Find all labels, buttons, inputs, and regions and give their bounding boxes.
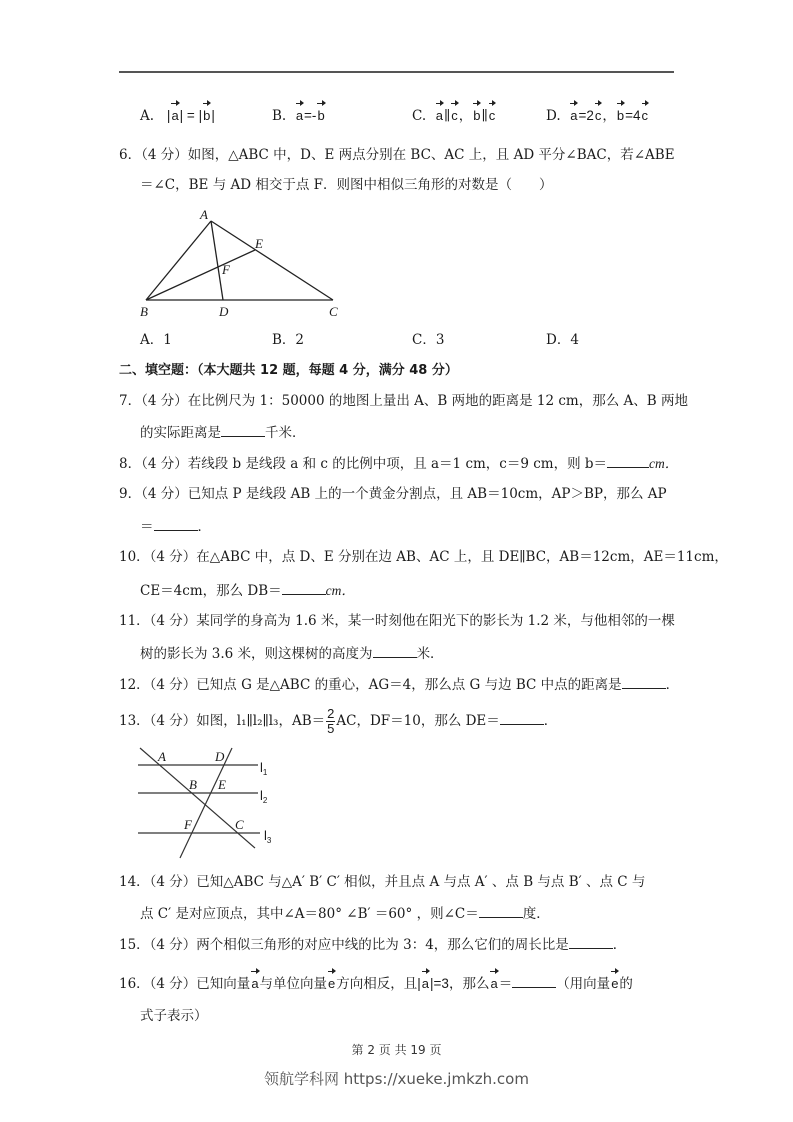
q7-unit: 千米． [265, 425, 306, 441]
vector-a: a [489, 974, 498, 994]
q14-line2 [140, 903, 550, 924]
abs-bar: | [211, 108, 215, 123]
q16-text: =3，那么 [433, 976, 490, 991]
option-label: B. [272, 108, 287, 124]
vector-b: b [316, 106, 325, 126]
section-title: 二、填空题：（本大题共 12 题，每题 4 分，满分 48 分） [119, 363, 458, 378]
answer-blank[interactable] [607, 453, 649, 468]
q8-unit: cm． [649, 456, 679, 471]
q14-line1: 14．（4 分）已知△ABC 与△A′ B′ C′ 相似，并且点 A 与点 A′ 、点 B 与点 B′ 、点 C 与 [119, 874, 646, 890]
label-a: A [158, 749, 166, 764]
q16-line1 [119, 973, 633, 994]
vector-a: a [569, 106, 578, 126]
answer-blank[interactable] [479, 903, 523, 918]
coefficient: =2 [578, 108, 594, 123]
page-number: 第 2 页 共 19 页 [351, 1043, 442, 1057]
equals-sign: ＝ [498, 976, 513, 992]
fraction-denominator: 5 [327, 721, 335, 736]
label-b: B [189, 777, 197, 792]
answer-blank[interactable] [512, 973, 556, 988]
q10-text: CE＝4cm，那么 DB＝ [140, 583, 282, 599]
q13-text-mid: AC，DF＝10，那么 DE＝ [336, 713, 500, 729]
q9-eq: ＝ [140, 519, 154, 535]
label-l1: $l_1$ [260, 760, 268, 777]
answer-blank[interactable] [221, 422, 265, 437]
q14-unit: 度． [522, 906, 550, 922]
vector-a: a [170, 106, 179, 126]
q16-text: 方向相反，且 [336, 976, 418, 992]
answer-blank[interactable] [282, 580, 326, 595]
header-rule [119, 71, 674, 73]
vector-e: e [610, 974, 619, 994]
answer-blank[interactable] [622, 674, 666, 689]
vector-b: b [472, 106, 481, 126]
q7-line1: 7．（4 分）在比例尺为 1：50000 的地图上量出 A、B 两地的距离是 12 cm，那么 A、B 两地 [119, 393, 688, 409]
abs-bar: | [430, 976, 434, 991]
q11-line1: 11．（4 分）某同学的身高为 1.6 米，某一时刻他在阳光下的影长为 1.2 米，与他相邻的一棵 [119, 613, 675, 629]
q7-text: 的实际距离是 [140, 425, 221, 441]
label-c: C [235, 817, 244, 832]
vector-e: e [327, 974, 336, 994]
answer-blank[interactable] [500, 710, 544, 725]
answer-blank[interactable] [569, 934, 613, 949]
q8-line [119, 453, 678, 474]
label-l2: $l_2$ [260, 788, 268, 805]
q6-line1: 6．（4 分）如图，△ABC 中，D、E 两点分别在 BC、AC 上，且 AD 平分∠BAC，若∠ABE [119, 147, 675, 163]
q16-text: （用向量 [556, 976, 611, 992]
segment-be [146, 250, 255, 300]
option-label: A. [140, 108, 155, 124]
q10-line2 [140, 580, 355, 601]
q7-line2 [140, 422, 306, 443]
q16-line2: 式子表示） [140, 1008, 208, 1024]
label-e: E [255, 236, 263, 251]
segment-ad [211, 221, 223, 300]
q13-end: ． [543, 713, 558, 729]
coefficient: =4 [625, 108, 641, 123]
q15-end: ． [612, 937, 627, 953]
q11-unit: 米． [416, 646, 444, 662]
vector-c: c [641, 106, 650, 126]
label-c: C [329, 304, 338, 319]
q16-text: 16．（4 分）已知向量 [119, 976, 251, 992]
q9-line2 [140, 516, 211, 537]
label-f: F [184, 817, 192, 832]
vector-c: c [488, 106, 497, 126]
label-l3: $l_3$ [264, 828, 272, 845]
separator: ， [458, 108, 473, 124]
q6-option-a: A．1 [140, 332, 172, 348]
answer-blank[interactable] [373, 643, 417, 658]
vector-a: a [435, 106, 444, 126]
q11-text: 树的影长为 3.6 米，则这棵树的高度为 [140, 646, 373, 662]
label-d: D [215, 749, 225, 764]
label-f: F [222, 262, 230, 277]
vector-a: a [250, 974, 259, 994]
q6-option-d: D．4 [546, 332, 579, 348]
separator: ， [602, 108, 616, 124]
vector-b: b [616, 106, 625, 126]
q8-text: 8．（4 分）若线段 b 是线段 a 和 c 的比例中项，且 a＝1 cm，c＝9 cm，则 b＝ [119, 456, 608, 472]
q12-text: 12．（4 分）已知点 G 是△ABC 的重心，AG＝4，那么点 G 与边 BC 中点的距离是 [119, 677, 622, 693]
q6-option-c: C．3 [412, 332, 445, 348]
watermark: 领航学科网 https://xueke.jmkzh.com [264, 1070, 529, 1088]
q12-line [119, 674, 679, 695]
answer-blank[interactable] [154, 516, 198, 531]
segment-ac [211, 221, 333, 300]
segment-ab [146, 221, 211, 300]
abs-bar: | [417, 976, 421, 991]
q16-text: 与单位向量 [259, 976, 328, 992]
parallel-sign: ∥ [481, 108, 488, 124]
q6-option-b: B．2 [272, 332, 305, 348]
q5-option-b [272, 106, 326, 126]
q12-end: ． [665, 677, 680, 693]
label-e: E [218, 777, 226, 792]
label-a: A [200, 207, 208, 222]
q9-end: ． [197, 519, 211, 535]
q15-line [119, 934, 626, 955]
equals-neg: =- [304, 108, 317, 123]
vector-c: c [450, 106, 459, 126]
label-b: B [140, 304, 148, 319]
q5-option-d [546, 106, 649, 126]
parallel-sign: ∥ [443, 108, 451, 124]
fraction-two-fifths [326, 707, 335, 736]
q14-text: 点 C′ 是对应顶点，其中∠A＝80° ∠B′ ＝60° ，则∠C＝ [140, 906, 479, 922]
q11-line2 [140, 643, 444, 664]
q5-option-c [412, 106, 496, 126]
vector-a: a [295, 106, 304, 126]
q13-line [119, 707, 557, 736]
option-label: D. [546, 108, 561, 124]
fraction-numerator: 2 [327, 706, 335, 721]
q9-line1: 9．（4 分）已知点 P 是线段 AB 上的一个黄金分割点，且 AB＝10cm，AP＞BP，那么 AP [119, 486, 667, 502]
q6-line2: ＝∠C，BE 与 AD 相交于点 F．则图中相似三角形的对数是（ ） [140, 177, 553, 193]
q10-unit: cm． [325, 583, 355, 598]
q16-text: 的 [619, 976, 633, 992]
triangle-figure [130, 200, 360, 325]
abs-bar: | [166, 108, 171, 123]
option-label: C. [412, 108, 427, 124]
vector-b: b [202, 106, 211, 126]
q13-text: 13．（4 分）如图，l₁∥l₂∥l₃，AB＝ [119, 713, 326, 729]
vector-c: c [594, 106, 603, 126]
q15-text: 15．（4 分）两个相似三角形的对应中线的比为 3：4，那么它们的周长比是 [119, 937, 569, 953]
q10-line1: 10．（4 分）在△ABC 中，点 D、E 分别在边 AB、AC 上，且 DE∥BC，AB＝12cm，AE＝11cm， [119, 549, 728, 565]
parallel-lines-figure [130, 740, 290, 865]
label-d: D [219, 304, 229, 319]
equals-abs: | = | [179, 108, 203, 123]
vector-a: a [421, 974, 430, 994]
q5-option-a [140, 106, 215, 126]
